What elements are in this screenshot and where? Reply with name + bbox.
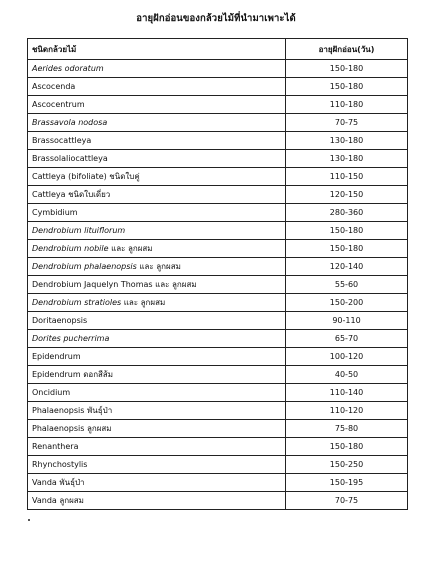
table-row: [28, 420, 408, 438]
orchid-name-cell: [28, 258, 286, 276]
pod-age-cell: 90-110: [286, 312, 408, 330]
orchid-name-text: Brassocattleya: [32, 136, 92, 145]
table-row: [28, 204, 408, 222]
table-row: [28, 492, 408, 510]
pod-age-cell: 75-80: [286, 420, 408, 438]
table-row: [28, 258, 408, 276]
scientific-name: Aerides odoratum: [32, 64, 104, 73]
orchid-name-text: Cattleya ชนิดใบเดี่ยว: [32, 190, 111, 199]
table-row: [28, 366, 408, 384]
orchid-name-cell: [28, 384, 286, 402]
orchid-name-text: Rhynchostylis: [32, 460, 88, 469]
table-row: [28, 186, 408, 204]
pod-age-cell: 150-180: [286, 438, 408, 456]
orchid-name-cell: [28, 474, 286, 492]
table-row: [28, 456, 408, 474]
orchid-name-text: และ ลูกผสม: [136, 262, 181, 271]
pod-age-cell: 70-75: [286, 114, 408, 132]
orchid-pod-age-table: [27, 38, 408, 510]
orchid-name-cell: [28, 60, 286, 78]
pod-age-cell: 150-200: [286, 294, 408, 312]
orchid-name-cell: [28, 78, 286, 96]
pod-age-cell: 150-180: [286, 222, 408, 240]
orchid-name-text: Ascocentrum: [32, 100, 85, 109]
scientific-name: Dendrobium phalaenopsis: [32, 262, 137, 271]
table-row: [28, 312, 408, 330]
orchid-name-cell: [28, 348, 286, 366]
header-pod-age-days: อายุฝักอ่อน(วัน): [286, 39, 408, 60]
table-row: [28, 222, 408, 240]
pod-age-cell: 150-250: [286, 456, 408, 474]
orchid-name-cell: [28, 294, 286, 312]
orchid-name-text: Cymbidium: [32, 208, 78, 217]
pod-age-cell: 55-60: [286, 276, 408, 294]
orchid-name-cell: [28, 186, 286, 204]
table-row: [28, 402, 408, 420]
orchid-name-cell: [28, 312, 286, 330]
table-row: [28, 348, 408, 366]
pod-age-cell: 110-140: [286, 384, 408, 402]
stray-mark: [28, 519, 30, 521]
orchid-name-cell: [28, 222, 286, 240]
scientific-name: Dorites pucherrima: [32, 334, 110, 343]
pod-age-cell: 150-180: [286, 78, 408, 96]
orchid-name-text: Ascocenda: [32, 82, 76, 91]
orchid-name-text: Cattleya (bifoliate) ชนิดใบคู่: [32, 172, 140, 181]
orchid-name-text: Phalaenopsis พันธุ์ป่า: [32, 406, 113, 415]
table-row: [28, 240, 408, 258]
pod-age-cell: 120-150: [286, 186, 408, 204]
table-row: [28, 294, 408, 312]
orchid-name-cell: [28, 168, 286, 186]
table-row: [28, 96, 408, 114]
orchid-name-text: Oncidium: [32, 388, 71, 397]
orchid-name-text: Vanda ลูกผสม: [32, 496, 84, 505]
orchid-name-text: Brassolaliocattleya: [32, 154, 108, 163]
scientific-name: Dendrobium lituiflorum: [32, 226, 126, 235]
pod-age-cell: 150-180: [286, 60, 408, 78]
table-row: [28, 474, 408, 492]
orchid-name-cell: [28, 330, 286, 348]
table-row: [28, 330, 408, 348]
pod-age-cell: 70-75: [286, 492, 408, 510]
orchid-name-cell: [28, 456, 286, 474]
table-row: [28, 168, 408, 186]
table-header-row: [28, 39, 408, 60]
orchid-name-cell: [28, 276, 286, 294]
table-row: [28, 132, 408, 150]
document-title: อายุฝักอ่อนของกล้วยไม้ที่นำมาเพาะได้: [136, 13, 296, 24]
table-row: [28, 78, 408, 96]
orchid-name-text: และ ลูกผสม: [108, 244, 153, 253]
orchid-name-cell: [28, 366, 286, 384]
pod-age-cell: 65-70: [286, 330, 408, 348]
pod-age-cell: 110-150: [286, 168, 408, 186]
orchid-name-text: Phalaenopsis ลูกผสม: [32, 424, 112, 433]
orchid-name-cell: [28, 150, 286, 168]
orchid-name-cell: [28, 96, 286, 114]
orchid-name-text: Doritaenopsis: [32, 316, 88, 325]
orchid-name-cell: [28, 420, 286, 438]
table-row: [28, 60, 408, 78]
pod-age-cell: 120-140: [286, 258, 408, 276]
orchid-name-cell: [28, 114, 286, 132]
pod-age-cell: 130-180: [286, 132, 408, 150]
pod-age-cell: 280-360: [286, 204, 408, 222]
pod-age-cell: 130-180: [286, 150, 408, 168]
table-row: [28, 276, 408, 294]
orchid-name-cell: [28, 132, 286, 150]
header-orchid-type: ชนิดกล้วยไม้: [28, 39, 286, 60]
orchid-name-text: Dendrobium Jaquelyn Thomas และ ลูกผสม: [32, 280, 197, 289]
orchid-name-cell: [28, 402, 286, 420]
table-row: [28, 150, 408, 168]
pod-age-cell: 110-180: [286, 96, 408, 114]
orchid-name-text: Renanthera: [32, 442, 79, 451]
orchid-name-text: Vanda พันธุ์ป่า: [32, 478, 85, 487]
orchid-name-text: Epidendrum ดอกสีส้ม: [32, 370, 114, 379]
scientific-name: Dendrobium nobile: [32, 244, 109, 253]
pod-age-cell: 150-195: [286, 474, 408, 492]
orchid-name-cell: [28, 204, 286, 222]
orchid-name-cell: [28, 438, 286, 456]
table-row: [28, 438, 408, 456]
orchid-name-cell: [28, 492, 286, 510]
pod-age-cell: 110-120: [286, 402, 408, 420]
orchid-name-cell: [28, 240, 286, 258]
table-row: [28, 114, 408, 132]
scientific-name: Dendrobium stratioles: [32, 298, 122, 307]
orchid-name-text: Epidendrum: [32, 352, 81, 361]
scientific-name: Brassavola nodosa: [32, 118, 108, 127]
pod-age-cell: 40-50: [286, 366, 408, 384]
orchid-name-text: และ ลูกผสม: [121, 298, 166, 307]
pod-age-cell: 100-120: [286, 348, 408, 366]
table-row: [28, 384, 408, 402]
pod-age-cell: 150-180: [286, 240, 408, 258]
